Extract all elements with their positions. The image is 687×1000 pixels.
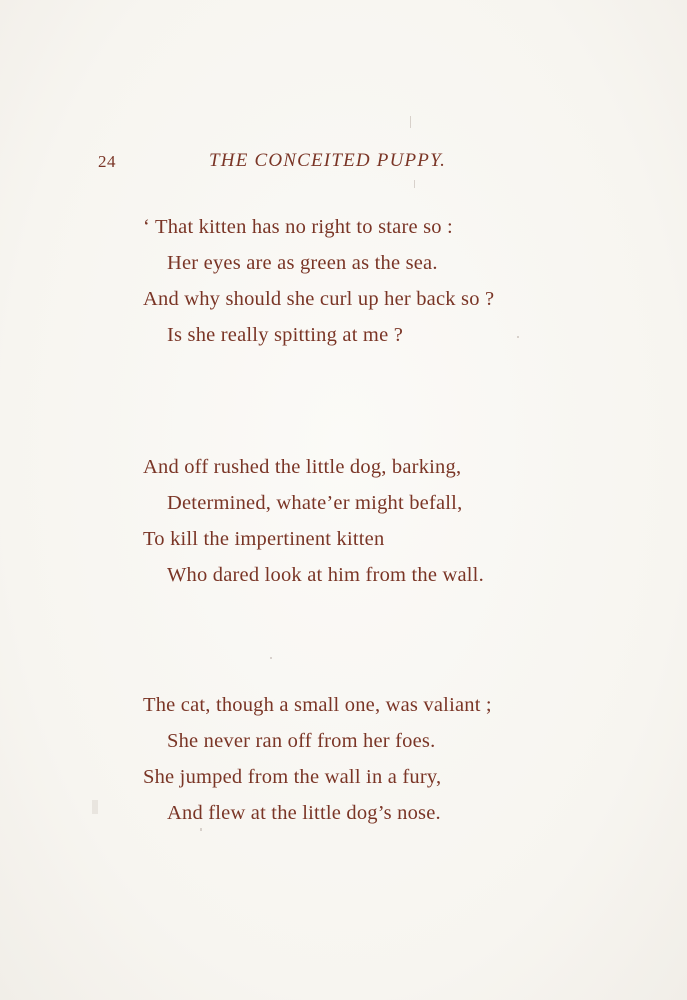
verse-line: ‘ That kitten has no right to stare so : bbox=[143, 216, 453, 238]
verse-line: She never ran off from her foes. bbox=[167, 730, 436, 752]
verse-line: Is she really spitting at me ? bbox=[167, 324, 403, 346]
stanza-3 bbox=[143, 687, 573, 831]
verse-line: And off rushed the little dog, barking, bbox=[143, 456, 462, 478]
verse-line: Who dared look at him from the wall. bbox=[167, 564, 484, 586]
verse-line: To kill the impertinent kitten bbox=[143, 528, 385, 550]
paper-speck bbox=[200, 828, 202, 831]
page-number: 24 bbox=[98, 152, 116, 171]
paper-speck bbox=[270, 657, 272, 659]
paper-speck bbox=[410, 116, 411, 128]
verse-line: Her eyes are as green as the sea. bbox=[167, 252, 438, 274]
running-head: THE CONCEITED PUPPY. bbox=[209, 150, 447, 171]
verse-line: The cat, though a small one, was valiant ; bbox=[143, 694, 492, 716]
stanza-1 bbox=[143, 209, 573, 353]
verse-line: And flew at the little dog’s nose. bbox=[167, 802, 441, 824]
verse-line: She jumped from the wall in a fury, bbox=[143, 766, 442, 788]
paper-speck bbox=[92, 800, 98, 814]
verse-line: Determined, whate’er might befall, bbox=[167, 492, 463, 514]
stanza-2 bbox=[143, 449, 573, 593]
verse-line: And why should she curl up her back so ? bbox=[143, 288, 495, 310]
paper-speck bbox=[414, 180, 415, 188]
paper-speck bbox=[517, 336, 519, 338]
